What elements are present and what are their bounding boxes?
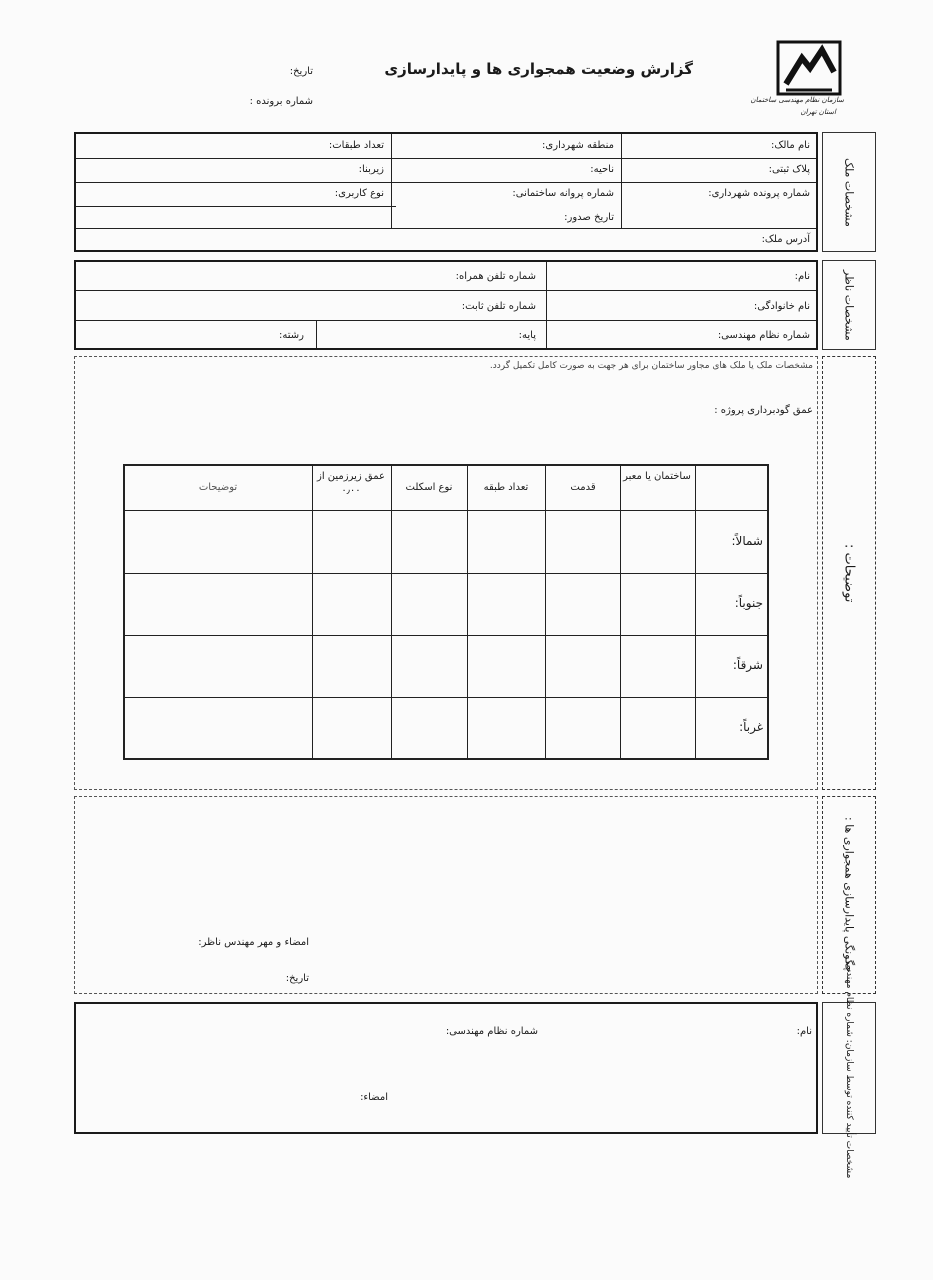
district-field[interactable]: ناحیه: xyxy=(590,164,614,175)
approver-name-field[interactable]: نام: xyxy=(796,1026,812,1037)
row-label-west: غرباً: xyxy=(739,720,763,734)
file-number-label: شماره برونده : xyxy=(249,96,313,107)
excavation-depth-field[interactable]: عمق گودبرداری پروژه : xyxy=(714,405,813,416)
stabilization-date-field[interactable]: تاریخ: xyxy=(285,973,309,984)
col-header-basement: عمق زیرزمین از ۰٫۰۰ xyxy=(317,471,385,496)
date-label: تاریخ: xyxy=(289,66,313,77)
supervisor-phone-field[interactable]: شماره تلفن ثابت: xyxy=(461,301,536,312)
approver-sign-field[interactable]: امضاء: xyxy=(360,1092,388,1103)
supervisor-section-label: مشخصات ناظر xyxy=(822,260,876,350)
col-header-floors: تعداد طبقه xyxy=(483,482,529,493)
row-label-south: جنوباً: xyxy=(734,596,763,610)
row-label-north: شمالاً: xyxy=(731,534,763,548)
col-header-skeleton: نوع اسکلت xyxy=(405,482,453,493)
supervisor-grade-field[interactable]: پایه: xyxy=(518,330,536,341)
notes-section-label: توضیحات : xyxy=(822,356,876,790)
notes-instruction: مشخصات ملک یا ملک های مجاور ساختمان برای هر جهت به صورت کامل تکمیل گردد. xyxy=(489,361,813,371)
property-section xyxy=(74,132,818,252)
col-header-building: ساختمان یا معبر xyxy=(623,471,691,482)
property-section-label: مشخصات ملک xyxy=(822,132,876,252)
supervisor-signature-field[interactable]: امضاء و مهر مهندس ناظر: xyxy=(198,937,309,948)
owner-name-field[interactable]: نام مالک: xyxy=(771,140,810,151)
plaque-field[interactable]: پلاک ثبتی: xyxy=(768,164,810,175)
permit-number-field[interactable]: شماره پروانه ساختمانی: xyxy=(512,188,614,199)
supervisor-name-field[interactable]: نام: xyxy=(794,271,810,282)
col-header-notes: توضیحات xyxy=(198,482,238,493)
stabilization-section-label: چگونگی پایدارسازی همجواری ها : xyxy=(822,796,876,994)
issue-date-field[interactable]: تاریخ صدور: xyxy=(564,212,614,223)
floors-field[interactable]: تعداد طبقات: xyxy=(328,140,384,151)
approver-section xyxy=(74,1002,818,1134)
supervisor-family-field[interactable]: نام خانوادگی: xyxy=(753,301,810,312)
logo xyxy=(750,38,844,118)
infra-field[interactable]: زیربنا: xyxy=(358,164,384,175)
row-label-east: شرقاً: xyxy=(732,658,763,672)
supervisor-mobile-field[interactable]: شماره تلفن همراه: xyxy=(455,271,536,282)
page-title: گزارش وضعیت همجواری ها و پایدارسازی xyxy=(384,60,693,78)
usage-field[interactable]: نوع کاربری: xyxy=(334,188,384,199)
address-field[interactable]: آدرس ملک: xyxy=(761,234,810,245)
region-field[interactable]: منطقه شهرداری: xyxy=(542,140,614,151)
approver-section-label: مشخصات تأیید کننده توسط سازمان: شماره نظام مهندسی xyxy=(822,1002,876,1134)
stabilization-section xyxy=(74,796,818,994)
col-header-age: قدمت xyxy=(570,482,596,493)
supervisor-eng-no-field[interactable]: شماره نظام مهندسی: xyxy=(717,330,810,341)
neighbors-table xyxy=(123,464,769,760)
logo-text: سازمان نظام مهندسی ساختمان xyxy=(750,96,844,104)
supervisor-section xyxy=(74,260,818,350)
logo-subtext: استان تهران xyxy=(800,108,836,116)
supervisor-field-field[interactable]: رشته: xyxy=(279,330,304,341)
approver-eng-no-field[interactable]: شماره نظام مهندسی: xyxy=(445,1026,538,1037)
municipal-file-field[interactable]: شماره پرونده شهرداری: xyxy=(708,188,810,199)
